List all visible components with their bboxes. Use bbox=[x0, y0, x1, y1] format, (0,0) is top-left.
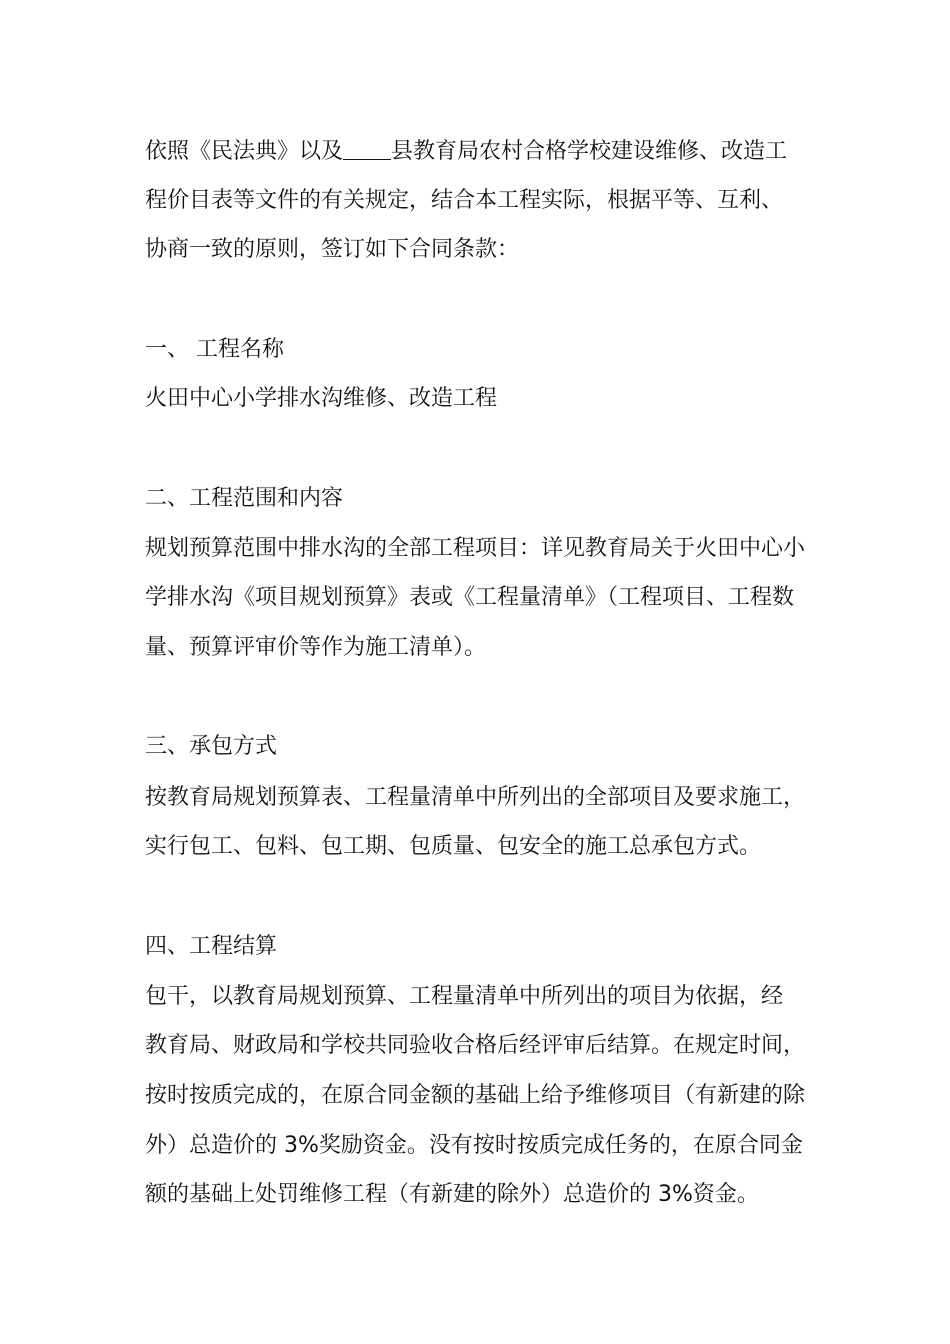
section-4-line-1: 包干，以教育局规划预算、工程量清单中所列出的项目为依据，经 bbox=[145, 984, 784, 1009]
section-2-line-2: 学排水沟《项目规划预算》表或《工程量清单》（工程项目、工程数 bbox=[145, 585, 795, 610]
section-4-line-4: 外）总造价的 3%奖励资金。没有按时按质完成任务的，在原合同金 bbox=[145, 1133, 803, 1158]
intro-text-1b: 县教育局农村合格学校建设维修、改造工 bbox=[391, 139, 788, 164]
section-2-line-1: 规划预算范围中排水沟的全部工程项目：详见教育局关于火田中心小 bbox=[145, 536, 806, 561]
section-3-line-1: 按教育局规划预算表、工程量清单中所列出的全部项目及要求施工， bbox=[145, 785, 806, 810]
section-4-line-2: 教育局、财政局和学校共同验收合格后经评审后结算。在规定时间， bbox=[145, 1033, 806, 1058]
intro-line-3: 协商一致的原则，签订如下合同条款： bbox=[145, 237, 520, 262]
section-1-line-1: 火田中心小学排水沟维修、改造工程 bbox=[145, 386, 498, 411]
fill-blank bbox=[343, 139, 391, 160]
section-4-heading: 四、工程结算 bbox=[145, 934, 278, 959]
section-3-line-2: 实行包工、包料、包工期、包质量、包安全的施工总承包方式。 bbox=[145, 834, 762, 859]
section-1-heading: 一、 工程名称 bbox=[145, 337, 284, 362]
section-2-heading: 二、工程范围和内容 bbox=[145, 486, 344, 511]
intro-text-1a: 依照《民法典》以及 bbox=[145, 139, 344, 164]
intro-line-2: 程价目表等文件的有关规定，结合本工程实际，根据平等、互利、 bbox=[145, 188, 784, 213]
section-4-line-5: 额的基础上处罚维修工程（有新建的除外）总造价的 3%资金。 bbox=[145, 1182, 759, 1207]
section-4-line-3: 按时按质完成的，在原合同金额的基础上给予维修项目（有新建的除 bbox=[145, 1083, 806, 1108]
section-3-heading: 三、承包方式 bbox=[145, 734, 278, 759]
intro-line-1 bbox=[145, 137, 787, 167]
section-2-line-3: 量、预算评审价等作为施工清单）。 bbox=[145, 635, 487, 660]
